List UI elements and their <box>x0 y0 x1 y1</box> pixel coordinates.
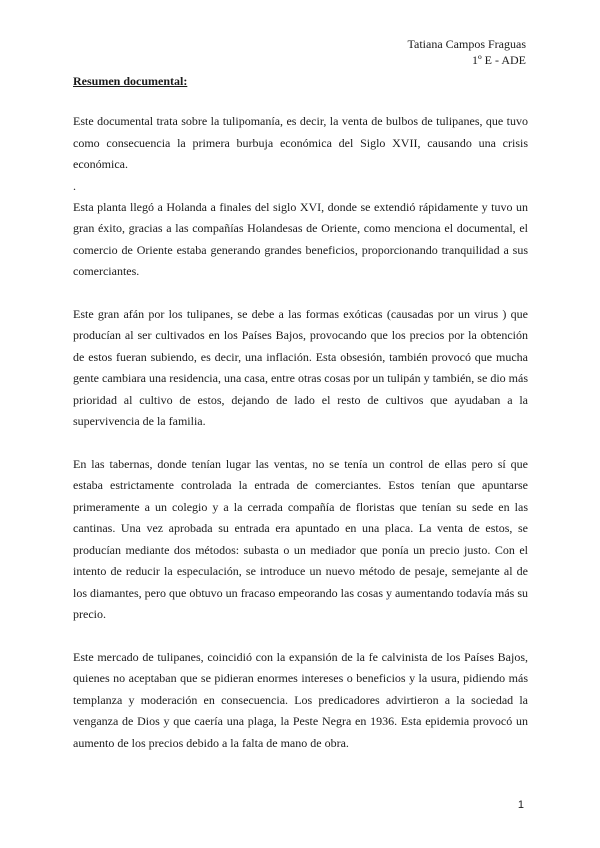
paragraph-origin: Esta planta llegó a Holanda a finales del siglo XVI, donde se extendió rápidamente y tuvo un gran éxito, gracias a las compañías Holandesas de Oriente, como menciona el documental, el comercio de Oriente estaba generando grandes beneficios, proporcionando tranquilidad a sus comerciantes. <box>73 199 528 278</box>
paragraph-calvinism: Este mercado de tulipanes, coincidió con la expansión de la fe calvinista de los Países Bajos, quienes no aceptaban que se pidieran enormes intereses o beneficios y la usura, pidiendo más templanza y moderación en consecuencia. Los predicadores advirtieron a la sociedad la venganza de Dios y que caería una plaga, la Peste Negra en 1936. Esta epidemia provocó un aumento de los precios debido a la falta de mano de obra. <box>73 649 528 750</box>
course-label: 1º E - ADE <box>471 53 526 67</box>
page-header <box>408 36 526 68</box>
author-name: Tatiana Campos Fraguas <box>407 37 526 51</box>
page-number: 1 <box>517 799 524 811</box>
document-body <box>73 111 528 754</box>
paragraph-obsession: Este gran afán por los tulipanes, se debe a las formas exóticas (causadas por un virus ) que producían al ser cultivados en los Países Bajos, provocando que los precios por la obtención de estos fueran subiendo, es decir, una inflación. Esta obsesión, también provocó que mucha gente cambiara una residencia, una casa, entre otras cosas por un tulipán y también, se dio más prioridad al cultivo de estos, dejando de lado el resto de cultivos que ayudaban a la supervivencia de la familia. <box>73 306 528 428</box>
document-title: Resumen documental: <box>73 74 188 88</box>
paragraph-taverns: En las tabernas, donde tenían lugar las ventas, no se tenía un control de ellas pero sí que estaba estrictamente controlada la entrada de comerciantes. Estos tenían que apuntarse primeramente a un colegio y a la cerrada compañía de floristas que tenían su sede en las cantinas. Una vez aprobada su entrada era apuntado en una placa. La venta de estos, se producían mediante dos métodos: subasta o un mediador que ponía un precio justo. Con el intento de reducir la especulación, se introduce un nuevo método de pesaje, semejante al de los diamantes, pero que obtuvo un fracaso empeorando las cosas y aumentando todavía más su precio. <box>73 456 528 621</box>
paragraph-dot: . <box>73 178 76 193</box>
paragraph-intro: Este documental trata sobre la tulipomanía, es decir, la venta de bulbos de tulipanes, que tuvo como consecuencia la primera burbuja económica del Siglo XVII, causando una crisis económica. <box>73 114 528 171</box>
